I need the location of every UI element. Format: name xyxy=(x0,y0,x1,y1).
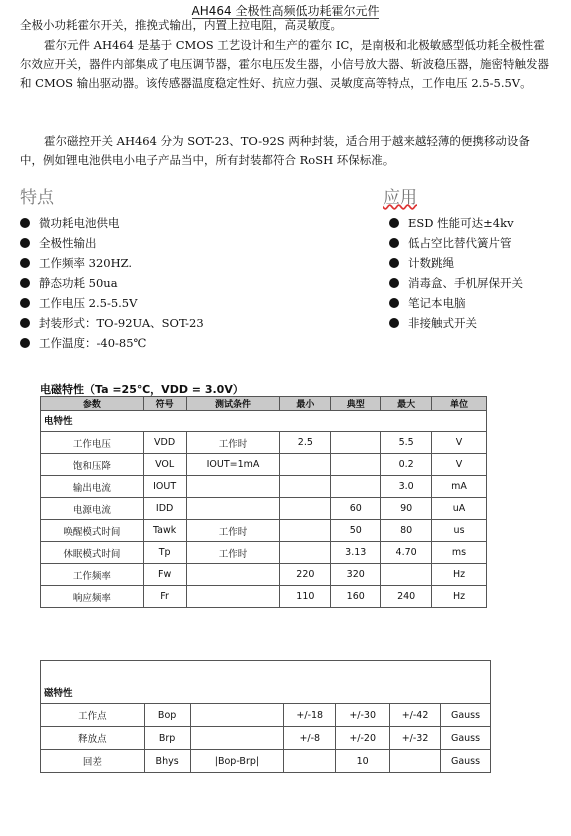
table-cell: Fr xyxy=(143,586,186,608)
bullet-icon xyxy=(389,218,399,228)
table-cell xyxy=(280,520,331,542)
application-item xyxy=(389,313,523,333)
table-cell: 3.13 xyxy=(331,542,381,564)
section-row xyxy=(41,411,487,432)
applications-list xyxy=(389,213,523,333)
table-cell xyxy=(280,498,331,520)
application-item xyxy=(389,213,523,233)
table-cell: 160 xyxy=(331,586,381,608)
table-cell: Gauss xyxy=(441,750,491,773)
table-cell: VDD xyxy=(143,432,186,454)
table-cell: 唤醒模式时间 xyxy=(41,520,144,542)
table-cell: 320 xyxy=(331,564,381,586)
table-cell: Gauss xyxy=(441,727,491,750)
feature-item-label: 静态功耗 50ua xyxy=(39,276,118,290)
bullet-icon xyxy=(389,278,399,288)
table-cell xyxy=(381,564,432,586)
feature-item xyxy=(20,333,204,353)
table-row xyxy=(41,727,491,750)
column-header: 符号 xyxy=(143,397,186,411)
feature-item xyxy=(20,213,204,233)
table-cell: Bhys xyxy=(144,750,190,773)
application-item xyxy=(389,293,523,313)
table-cell xyxy=(280,476,331,498)
table-row xyxy=(41,520,487,542)
table-cell: 工作时 xyxy=(186,520,280,542)
table-cell: 释放点 xyxy=(41,727,145,750)
table-row xyxy=(41,586,487,608)
table-cell: 0.2 xyxy=(381,454,432,476)
table-cell: Hz xyxy=(432,586,487,608)
table-cell: mA xyxy=(432,476,487,498)
feature-item-label: 封装形式：TO-92UA、SOT-23 xyxy=(39,316,204,330)
electrical-table xyxy=(40,396,487,608)
bullet-icon xyxy=(389,318,399,328)
bullet-icon xyxy=(20,258,30,268)
bullet-icon xyxy=(20,298,30,308)
table-cell: 90 xyxy=(381,498,432,520)
table-cell xyxy=(331,454,381,476)
table-cell xyxy=(280,542,331,564)
bullet-icon xyxy=(20,318,30,328)
table-row xyxy=(41,476,487,498)
application-item-label: 非接触式开关 xyxy=(408,316,477,330)
table-row xyxy=(41,704,491,727)
table-cell xyxy=(284,750,336,773)
bullet-icon xyxy=(20,278,30,288)
table-cell: VOL xyxy=(143,454,186,476)
table-cell xyxy=(186,586,280,608)
table-cell: IOUT xyxy=(143,476,186,498)
table-cell: us xyxy=(432,520,487,542)
table-cell xyxy=(280,454,331,476)
application-item-label: 计数跳绳 xyxy=(408,256,454,270)
table-cell: Bop xyxy=(144,704,190,727)
table-cell xyxy=(331,476,381,498)
table-cell: 工作电压 xyxy=(41,432,144,454)
feature-item-label: 微功耗电池供电 xyxy=(39,216,120,230)
package-paragraph: 霍尔磁控开关 AH464 分为 SOT-23、TO-92S 两种封装，适合用于越来越轻薄的便携移动设备中，例如锂电池供电小电子产品当中，所有封装都符合 RoSH 环保标准。 xyxy=(20,134,530,167)
table-cell: 80 xyxy=(381,520,432,542)
table-cell: 3.0 xyxy=(381,476,432,498)
section-label: 电特性 xyxy=(41,411,487,432)
column-header: 典型 xyxy=(331,397,381,411)
bullet-icon xyxy=(20,218,30,228)
table-cell: 工作时 xyxy=(186,432,280,454)
bullet-icon xyxy=(389,258,399,268)
table-cell: 220 xyxy=(280,564,331,586)
column-header: 最小 xyxy=(280,397,331,411)
table-cell: 工作时 xyxy=(186,542,280,564)
electrical-caption: 电磁特性（Ta =25℃，VDD = 3.0V） xyxy=(40,383,244,396)
application-item-label: 低占空比替代簧片管 xyxy=(408,236,512,250)
column-header: 测试条件 xyxy=(186,397,280,411)
table-cell: Brp xyxy=(144,727,190,750)
application-item-label: 笔记本电脑 xyxy=(408,296,466,310)
table-cell: |Bop-Brp| xyxy=(190,750,284,773)
description-paragraph: 霍尔元件 AH464 是基于 CMOS 工艺设计和生产的霍尔 IC，是南极和北极敏感型低功耗全极性霍尔效应开关，器件内部集成了电压调节器，霍尔电压发生器，小信号放大器、斩波稳压器，施密特触发器和 CMOS 输出驱动器。该传感器温度稳定性好、抗应力强、灵敏度高等特点，工作电压 2.5-5.5V。 xyxy=(20,38,549,90)
column-header: 最大 xyxy=(381,397,432,411)
application-item xyxy=(389,253,523,273)
applications-heading: 应用 xyxy=(383,188,417,208)
table-row xyxy=(41,542,487,564)
table-cell: 4.70 xyxy=(381,542,432,564)
section-row xyxy=(41,661,491,704)
table-cell: 响应频率 xyxy=(41,586,144,608)
table-cell: Fw xyxy=(143,564,186,586)
table-cell: +/-20 xyxy=(336,727,390,750)
feature-item xyxy=(20,253,204,273)
table-cell: 工作点 xyxy=(41,704,145,727)
bullet-icon xyxy=(389,238,399,248)
table-cell: +/-8 xyxy=(284,727,336,750)
table-cell: ms xyxy=(432,542,487,564)
application-item-label: 消毒盒、手机屏保开关 xyxy=(408,276,523,290)
table-row xyxy=(41,750,491,773)
table-cell: IDD xyxy=(143,498,186,520)
table-cell: V xyxy=(432,432,487,454)
application-item-label: ESD 性能可达±4kv xyxy=(408,216,514,230)
feature-item-label: 工作频率 320HZ. xyxy=(39,256,133,270)
table-cell: uA xyxy=(432,498,487,520)
table-cell: +/-18 xyxy=(284,704,336,727)
table-cell: Gauss xyxy=(441,704,491,727)
table-cell: 回差 xyxy=(41,750,145,773)
table-cell: IOUT=1mA xyxy=(186,454,280,476)
table-row xyxy=(41,498,487,520)
table-cell: +/-32 xyxy=(390,727,441,750)
table-cell: 110 xyxy=(280,586,331,608)
feature-item-label: 工作电压 2.5-5.5V xyxy=(39,296,138,310)
table-cell xyxy=(190,727,284,750)
table-cell: Tp xyxy=(143,542,186,564)
column-header: 单位 xyxy=(432,397,487,411)
table-cell: 2.5 xyxy=(280,432,331,454)
feature-item-label: 全极性输出 xyxy=(39,236,97,250)
bullet-icon xyxy=(20,338,30,348)
table-header-row xyxy=(41,397,487,411)
document-title: AH464 全极性高频低功耗霍尔元件 xyxy=(191,4,380,18)
table-cell: 5.5 xyxy=(381,432,432,454)
features-heading: 特点 xyxy=(20,188,54,208)
table-row xyxy=(41,454,487,476)
bullet-icon xyxy=(389,298,399,308)
table-cell xyxy=(190,704,284,727)
bullet-icon xyxy=(20,238,30,248)
magnetic-table xyxy=(40,660,491,773)
table-cell xyxy=(390,750,441,773)
table-row xyxy=(41,564,487,586)
table-cell: 休眠模式时间 xyxy=(41,542,144,564)
table-cell: 10 xyxy=(336,750,390,773)
table-cell: 输出电流 xyxy=(41,476,144,498)
table-cell: 60 xyxy=(331,498,381,520)
table-cell xyxy=(186,476,280,498)
intro-line: 全极小功耗霍尔开关，推挽式输出，内置上拉电阻，高灵敏度。 xyxy=(20,18,342,32)
table-row xyxy=(41,432,487,454)
section-label: 磁特性 xyxy=(41,661,491,704)
table-cell: +/-30 xyxy=(336,704,390,727)
table-cell: +/-42 xyxy=(390,704,441,727)
feature-item xyxy=(20,233,204,253)
table-cell: Tawk xyxy=(143,520,186,542)
table-cell xyxy=(186,564,280,586)
table-cell: 饱和压降 xyxy=(41,454,144,476)
table-cell: 50 xyxy=(331,520,381,542)
feature-item xyxy=(20,273,204,293)
table-cell: 工作频率 xyxy=(41,564,144,586)
application-item xyxy=(389,273,523,293)
features-list xyxy=(20,213,204,353)
table-cell xyxy=(186,498,280,520)
feature-item xyxy=(20,313,204,333)
feature-item xyxy=(20,293,204,313)
table-cell: V xyxy=(432,454,487,476)
table-cell xyxy=(331,432,381,454)
feature-item-label: 工作温度：-40-85℃ xyxy=(39,336,147,350)
table-cell: Hz xyxy=(432,564,487,586)
column-header: 参数 xyxy=(41,397,144,411)
table-cell: 电源电流 xyxy=(41,498,144,520)
application-item xyxy=(389,233,523,253)
table-cell: 240 xyxy=(381,586,432,608)
